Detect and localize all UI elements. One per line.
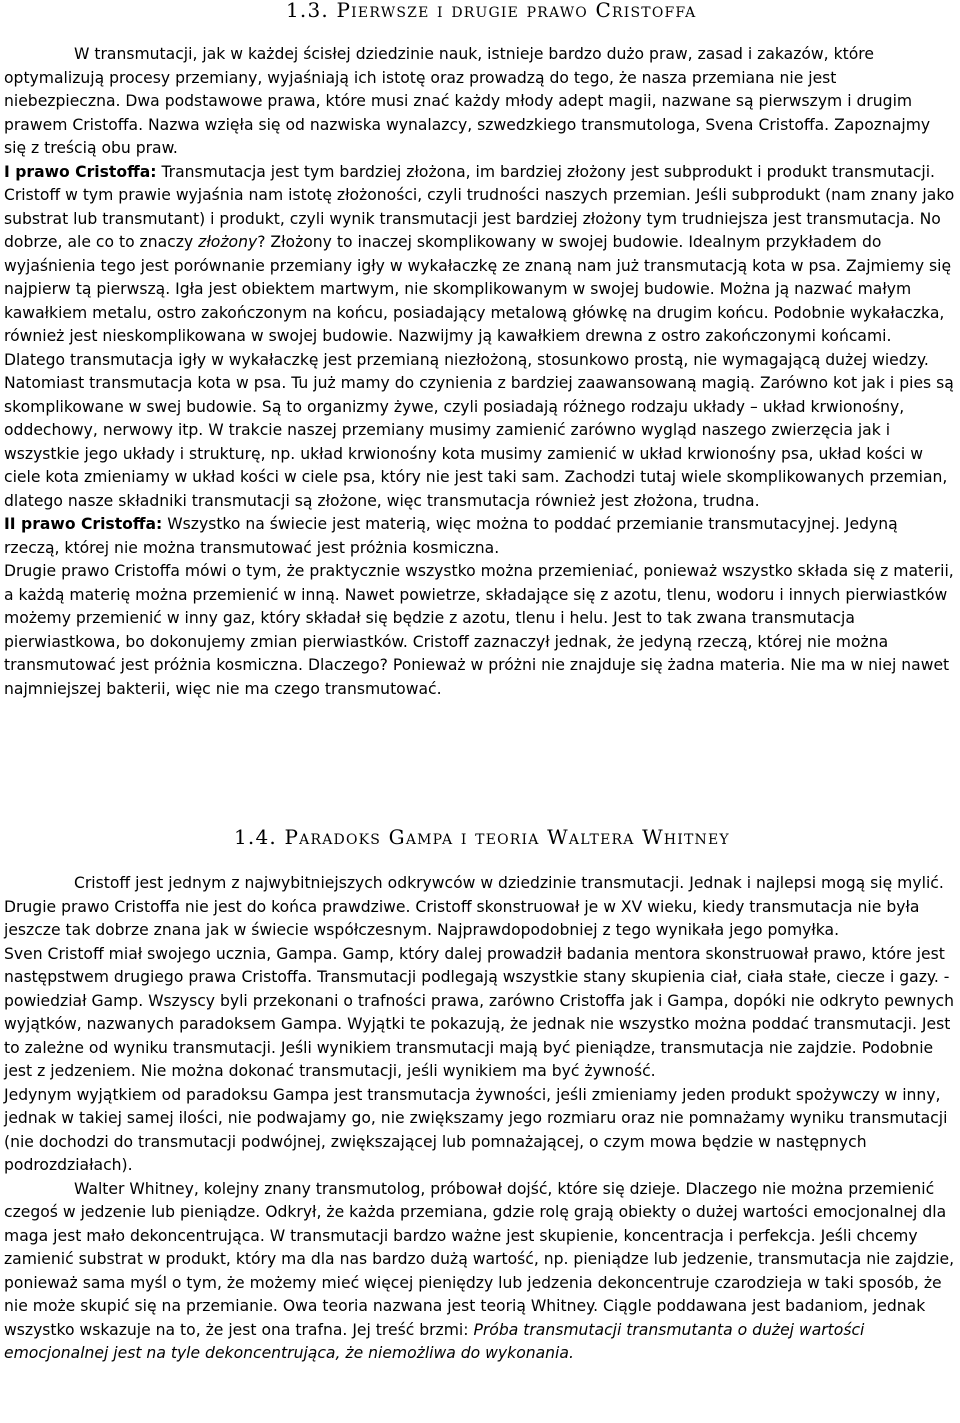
text-run: Walter Whitney, kolejny znany transmutolog, próbował dojść, które się dzieje. Dlaczego nie można przemienić czegoś w jedzenie lub pieniądze. Odkrył, że każda przemiana, gdzie rolę grają obiekty o dużej wartości emocjonalnej dla maga jest mało dekoncentrująca. W transmutacji bardzo ważne jest skupienie, koncentracja i perfekcja. Jeśli chcemy zamienić substrat w produkt, który ma dla nas bardzo dużą wartość, np. pieniądze lub jedzenie, transmutacja nie zajdzie, ponieważ sama myśl o tym, że możemy mieć więcej pieniędzy lub jedzenia dekoncentruje czarodzieja w taki sposób, że nie może skupić się na przemianie. Owa teoria nazwana jest teorią Whitney. Ciągle poddawana jest badaniom, jednak wszystko wskazuje na to, że jest ona trafna. Jej treść brzmi: bbox=[4, 1179, 955, 1339]
text-run: ? Złożony to inaczej skomplikowany w swojej budowie. Idealnym przykładem do wyjaśnienia tego jest porównanie przemiany igły w wykałaczkę ze znaną nam już transmutacją kota w psa. Zajmiemy się najpierw tą pierwszą. Igła jest obiektem martwym, nie skomplikowanym w swojej budowie. Można ją nazwać małym kawałkiem metalu, ostro zakończonym na końcu, posiadający metalową główkę na drugim końcu. Podobnie wykałaczka, również jest nieskomplikowana w swojej budowie. Nazwijmy ją kawałkiem drewna z ostro zakończonymi końcami. Dlatego transmutacja igły w wykałaczkę jest przemianą niezłożoną, stosunkowo prostą, nie wymagającą dużej wiedzy. Natomiast transmutacja kota w psa. Tu już mamy do czynienia z bardziej zaawansowaną magią. Zarówno kot jak i pies są skomplikowane w swej budowie. Są to organizmy żywe, czyli posiadają różnego rodzaju układy – układ krwionośny, oddechowy, nerwowy itp. W trakcie naszej przemiany musimy zamienić zarówno wygląd naszego zwierzęcia jak i wszystkie jego układy i strukturę, np. układ krwionośny kota musimy zamienić w układ krwionośny psa, układ kości w ciele kota zmieniamy w układ kości w ciele psa, który nie jest taki sam. Zachodzi tutaj wiele skomplikowanych przemian, dlatego nasze składniki transmutacji są złożone, więc transmutacja również jest złożona, trudna. bbox=[4, 233, 954, 510]
paragraph bbox=[4, 184, 956, 513]
paragraph: Sven Cristoff miał swojego ucznia, Gampa. Gamp, który dalej prowadził badania mentora skonstruował prawo, które jest następstwem drugiego prawa Cristoffa. Transmutacji podlegają wszystkie stany skupienia ciał, ciała stałe, ciecze i gazy. - powiedział Gamp. Wszyscy byli przekonani o trafności prawa, zarówno Cristoffa jak i Gampa, dopóki nie odkryto pewnych wyjątków, nazwanych paradoksem Gampa. Wyjątki te pokazują, że jednak nie wszystko można poddać transmutacji. Jest to zależne od wyniku transmutacji. Jeśli wynikiem transmutacji mają być pieniądze, transmutacja nie zajdzie. Podobnie jest z jedzeniem. Nie można dokonać transmutacji, jeśli wynikiem ma być żywność. bbox=[4, 944, 955, 1080]
section-heading: 1.4. Paradoks Gampa i teoria Waltera Whitney bbox=[234, 825, 730, 849]
law-paragraph bbox=[4, 161, 956, 185]
paragraph: W transmutacji, jak w każdej ścisłej dziedzinie nauk, istnieje bardzo dużo praw, zasad i zakazów, które optymalizują procesy przemiany, wyjaśniają ich istotę oraz prowadzą do tego, że nasza przemiana nie jest niebezpieczna. Dwa podstawowe prawa, które musi znać każdy młody adept magii, nazwane są pierwszym i drugim prawem Cristoffa. Nazwa wzięła się od nazwiska wynalazcy, szwedzkiego transmutologa, Svena Cristoffa. Zapoznajmy się z treścią obu praw. bbox=[4, 45, 931, 157]
section-body bbox=[4, 43, 956, 701]
paragraph: Drugie prawo Cristoffa mówi o tym, że praktycznie wszystko można przemieniać, ponieważ wszystko składa się z materii, a każdą materię można przemienić w inną. Nawet powietrze, składające się z azotu, tlenu, wodoru i innych pierwiastków możemy przemienić w inny gaz, który składał się będzie z azotu, tlenu i helu. Jest to tak zwana transmutacja pierwiastkowa, bo dokonujemy zmian pierwiastków. Cristoff zaznaczył jednak, że jedyną rzeczą, której nie można transmutować jest próżnia kosmiczna. Dlaczego? Ponieważ w próżni nie znajduje się żadna materia. Nie ma w niej nawet najmniejszej bakterii, więc nie ma czego transmutować. bbox=[4, 562, 954, 698]
paragraph: Cristoff jest jednym z najwybitniejszych odkrywców w dziedzinie transmutacji. Jednak i najlepsi mogą się mylić. Drugie prawo Cristoffa nie jest do końca prawdziwe. Cristoff skonstruował je w XV wieku, kiedy transmutacja nie była jeszcze tak dobrze znana jak w świecie współczesnym. Najprawdopodobniej z tego wynikała jego pomyłka. bbox=[4, 874, 944, 939]
section-heading: 1.3. Pierwsze i drugie prawo Cristoffa bbox=[286, 0, 697, 22]
law-label: II prawo Cristoffa: bbox=[4, 515, 163, 533]
emphasis: złożony bbox=[198, 233, 258, 251]
law-label: I prawo Cristoffa: bbox=[4, 162, 157, 181]
law-paragraph bbox=[4, 513, 956, 560]
paragraph bbox=[4, 1178, 960, 1366]
law-text: Wszystko na świecie jest materią, więc można to poddać przemianie transmutacyjnej. Jedyną rzeczą, której nie można transmutować jest próżnia kosmiczna. bbox=[4, 515, 898, 557]
paragraph: Jedynym wyjątkiem od paradoksu Gampa jest transmutacja żywności, jeśli zmieniamy jeden produkt spożywczy w inny, jednak w takiej samej ilości, nie podwajamy go, nie zwiększamy jego rozmiaru oraz nie pomnażamy wyniku transmutacji (nie dochodzi do transmutacji podwójnej, zwiększającej lub pomnażającej, o czym mowa będzie w następnych podrozdziałach). bbox=[4, 1085, 948, 1174]
section-body bbox=[4, 872, 960, 1366]
law-text: Transmutacja jest tym bardziej złożona, im bardziej złożony jest subprodukt i produkt transmutacji. bbox=[156, 162, 935, 181]
quote: Próba transmutacji transmutanta o dużej wartości emocjonalnej jest na tyle dekoncentrująca, że niemożliwa do wykonania. bbox=[4, 1320, 865, 1362]
text-run: Cristoff w tym prawie wyjaśnia nam istotę złożoności, czyli trudności naszych przemian. Jeśli subprodukt (nam znany jako substrat lub transmutant) i produkt, czyli wynik transmutacji jest bardziej złożony tym trudniejsza jest transmutacja. No dobrze, ale co to znaczy bbox=[4, 186, 955, 251]
